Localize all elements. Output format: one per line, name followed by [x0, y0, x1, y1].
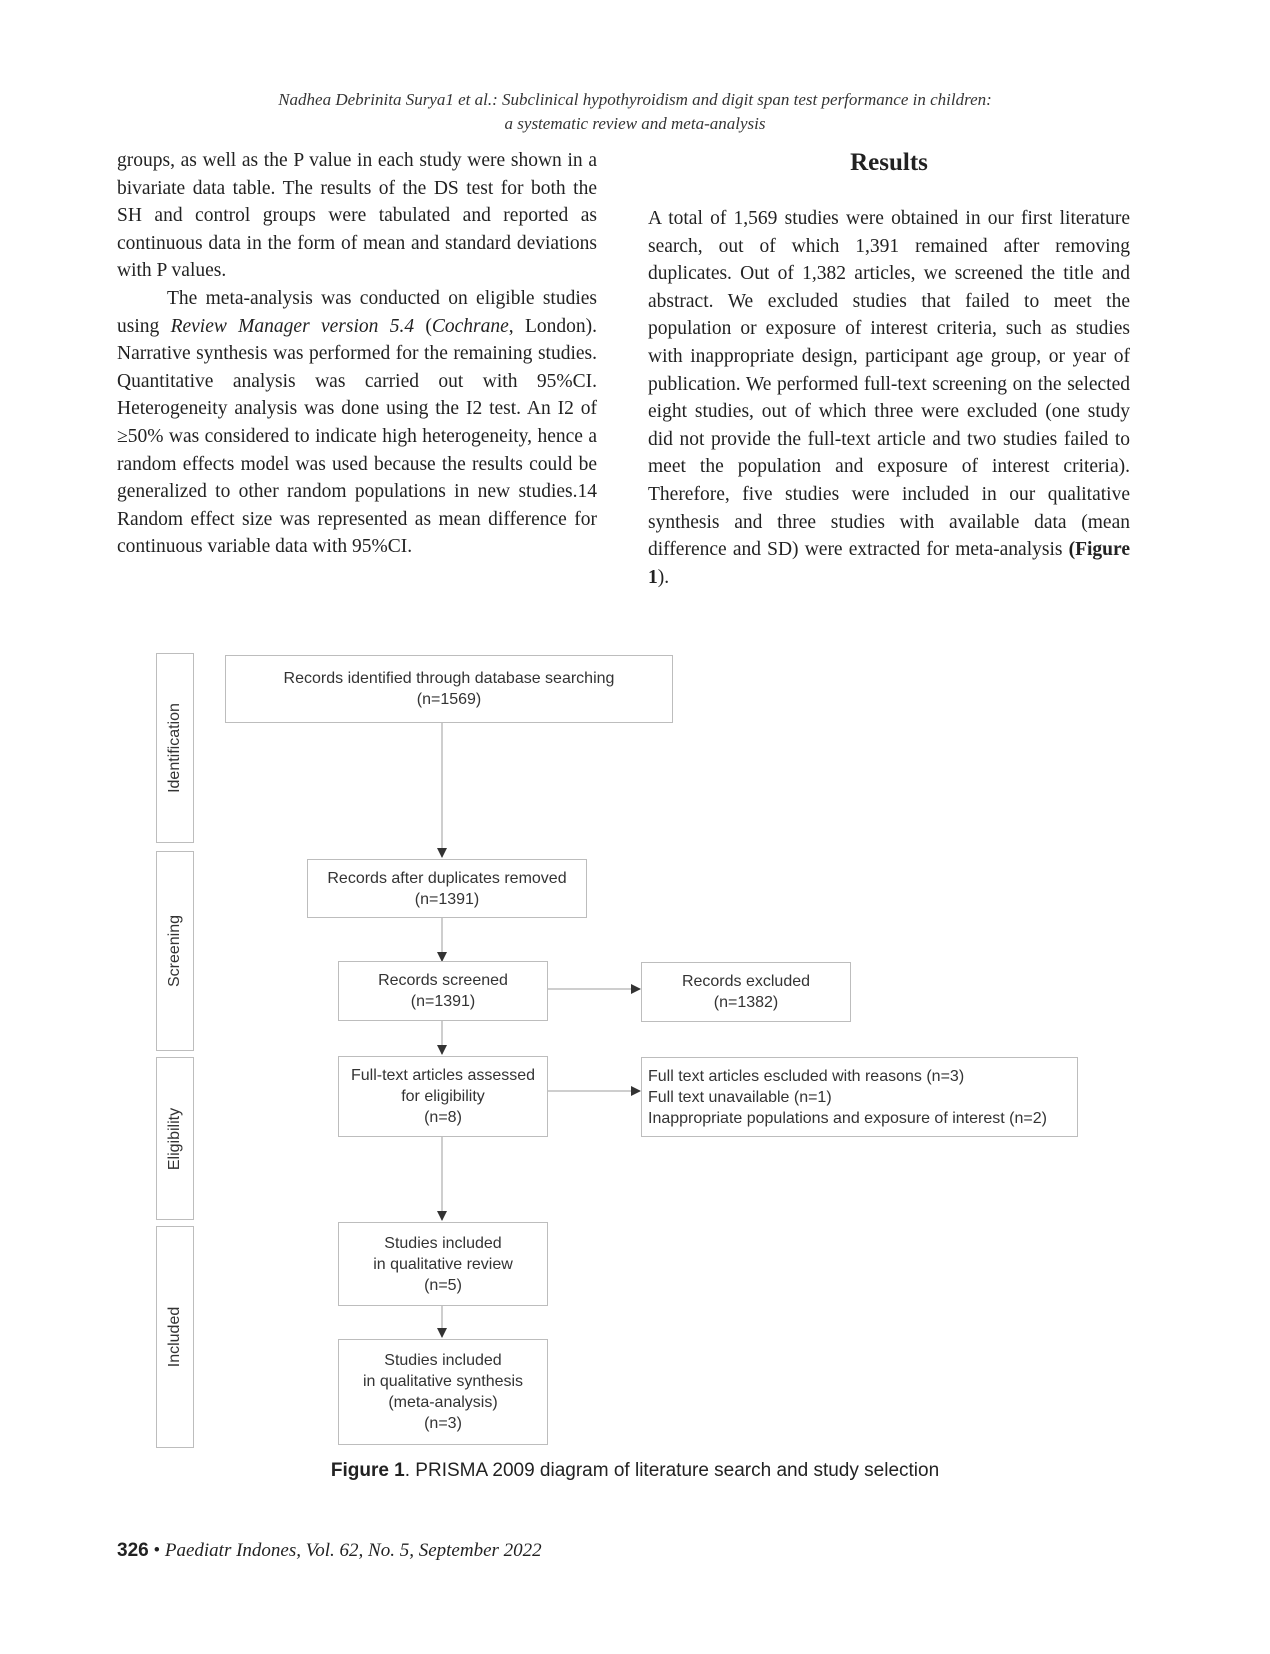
page-footer: [117, 1540, 542, 1562]
box-count: (n=1391): [414, 890, 480, 908]
box-count: (n=1569): [416, 691, 482, 708]
running-head: [0, 88, 1270, 136]
section-heading-results: Results: [850, 149, 928, 176]
box-after-duplicates: [307, 859, 587, 918]
box-fulltext-assessed: [338, 1056, 548, 1137]
figure-label: Figure 1: [330, 1460, 405, 1481]
box-records-excluded: [641, 962, 851, 1022]
box-text: for eligibility: [401, 1088, 485, 1105]
box-records-screened: [338, 961, 548, 1021]
box-count: (n=1391): [410, 993, 476, 1010]
box-qualitative-review: [338, 1222, 548, 1306]
journal-citation: Paediatr Indones, Vol. 62, No. 5, September 2022: [164, 1540, 542, 1561]
box-text: Studies included: [384, 1234, 502, 1252]
box-text: Full-text articles assessed: [350, 1067, 536, 1084]
box-text: in qualitative review: [373, 1255, 513, 1273]
right-column: [648, 147, 1130, 591]
box-count: (n=3): [424, 1415, 462, 1432]
exclusion-reason: Inappropriate populations and exposure of interest (n=2): [648, 1109, 1047, 1127]
box-text: in qualitative synthesis: [362, 1373, 524, 1390]
box-records-identified: [225, 655, 673, 723]
software-name: Review Manager version 5.4: [170, 315, 415, 337]
figure-reference-link[interactable]: (Figure 1: [648, 539, 1130, 588]
stage-screening: [156, 851, 194, 1051]
stage-label: Identification: [166, 703, 183, 793]
text-run: (: [414, 315, 432, 337]
text-run: The meta-analysis was conducted on eligible studies using: [117, 287, 597, 337]
paragraph-results: [648, 205, 1130, 591]
stage-label: Included: [166, 1306, 183, 1368]
paragraph-methods-end: groups, as well as the P value in each study were shown in a bivariate data table. The results of the DS test for both the SH and control groups were tabulated and reported as continuous data in the form of mean and standard deviations with P values.: [117, 150, 597, 282]
stage-included: [156, 1226, 194, 1448]
box-fulltext-excluded: [641, 1057, 1078, 1137]
running-head-line2: a systematic review and meta-analysis: [504, 114, 766, 133]
stage-identification: [156, 653, 194, 843]
box-count: (n=5): [424, 1276, 462, 1294]
separator: •: [148, 1540, 165, 1561]
box-text: Records excluded: [681, 973, 811, 990]
left-column: [117, 147, 597, 561]
box-count: (n=1382): [713, 994, 779, 1011]
page-number: 326: [117, 1540, 149, 1561]
box-meta-analysis: [338, 1339, 548, 1445]
paragraph-meta-analysis: [117, 285, 597, 561]
figure-caption: [0, 1460, 1270, 1482]
exclusion-reason: Full text unavailable (n=1): [648, 1088, 832, 1106]
stage-label: Eligibility: [166, 1107, 183, 1170]
box-count: (n=8): [424, 1109, 462, 1126]
stage-label: Screening: [166, 914, 183, 988]
stage-eligibility: [156, 1057, 194, 1220]
text-run: , London). Narrative synthesis was performed for the remaining studies. Quantitative analysis was carried out with 95%CI. Heterogeneity analysis was done using the I2 test. An I2 of ≥50% was considered to indicate high heterogeneity, hence a random effects model was used because the results could be generalized to other random populations in new studies.14 Random effect size was represented as mean difference for continuous variable data with 95%CI.: [117, 315, 598, 558]
box-text: Studies included: [384, 1352, 502, 1369]
box-text: Records after duplicates removed: [327, 869, 567, 887]
publisher-name: Cochrane: [431, 315, 509, 337]
caption-text: . PRISMA 2009 diagram of literature search and study selection: [404, 1460, 940, 1481]
box-text: (meta-analysis): [388, 1394, 498, 1411]
box-text: Records screened: [378, 972, 508, 989]
running-head-line1: Nadhea Debrinita Surya1 et al.: Subclinical hypothyroidism and digit span test performance in children:: [278, 90, 992, 109]
exclusion-total: Full text articles escluded with reasons (n=3): [648, 1067, 965, 1085]
text-run: ).: [657, 566, 670, 588]
text-run: A total of 1,569 studies were obtained in our first literature search, out of which 1,391 remained after removing duplicates. Out of 1,382 articles, we screened the title and abstract. We excluded studies that failed to meet the population or exposure of interest criteria, such as studies with inappropriate design, participant age group, or year of publication. We performed full-text screening on the selected eight studies, out of which three were excluded (one study did not provide the full-text article and two studies failed to meet the population and exposure of interest criteria). Therefore, five studies were included in our qualitative synthesis and three studies with available data (mean difference and SD) were extracted for meta-analysis: [648, 208, 1130, 561]
box-text: Records identified through database searching: [283, 670, 615, 687]
